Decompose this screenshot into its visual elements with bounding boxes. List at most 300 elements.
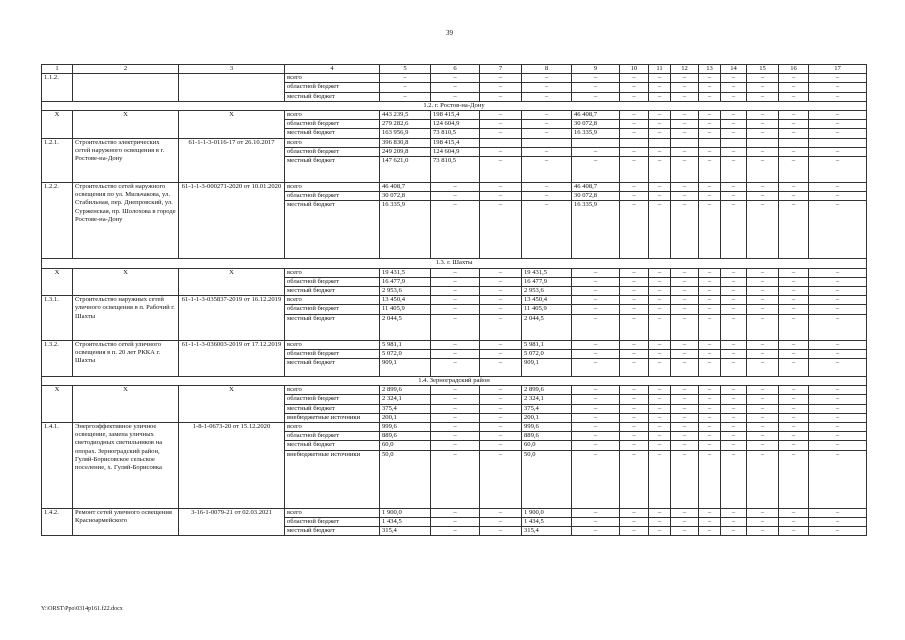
value-cell: – bbox=[809, 450, 867, 508]
value-cell: – bbox=[522, 120, 572, 129]
value-cell: – bbox=[671, 441, 699, 450]
value-cell: 5 981,1 bbox=[522, 340, 572, 349]
value-cell: – bbox=[480, 192, 522, 201]
value-cell: – bbox=[671, 517, 699, 526]
value-cell: – bbox=[649, 340, 671, 349]
value-cell: – bbox=[747, 432, 779, 441]
value-cell: – bbox=[699, 83, 721, 92]
value-cell: – bbox=[431, 287, 480, 296]
value-cell: – bbox=[779, 157, 809, 183]
col-number: 9 bbox=[572, 65, 620, 74]
value-cell: – bbox=[649, 386, 671, 395]
value-cell: – bbox=[671, 157, 699, 183]
row-name: Строительство сетей уличного освещения в п. 20 лет РККА г. Шахты bbox=[73, 340, 179, 376]
value-cell: – bbox=[649, 183, 671, 192]
value-cell: – bbox=[809, 340, 867, 349]
value-cell: – bbox=[721, 192, 747, 201]
value-cell: – bbox=[721, 83, 747, 92]
value-cell: – bbox=[620, 423, 649, 432]
table-row bbox=[42, 386, 867, 395]
value-cell: – bbox=[747, 83, 779, 92]
value-cell: 60,0 bbox=[522, 441, 572, 450]
value-cell: – bbox=[809, 157, 867, 183]
value-cell: – bbox=[572, 423, 620, 432]
value-cell: – bbox=[699, 527, 721, 536]
value-cell: – bbox=[522, 83, 572, 92]
value-cell: – bbox=[620, 386, 649, 395]
row-number: 1.2.1. bbox=[42, 138, 73, 182]
x-mark: X bbox=[42, 111, 73, 139]
value-cell: – bbox=[699, 349, 721, 358]
value-cell: – bbox=[671, 183, 699, 192]
value-cell: – bbox=[480, 517, 522, 526]
table-row bbox=[42, 508, 867, 517]
col-number: 16 bbox=[779, 65, 809, 74]
row-document: 61-1-1-3-035837-2019 от 16.12.2019 bbox=[179, 296, 285, 340]
value-cell: – bbox=[572, 413, 620, 422]
value-cell: – bbox=[721, 74, 747, 83]
row-number: 1.2.2. bbox=[42, 183, 73, 259]
value-cell bbox=[779, 138, 809, 147]
value-cell: 46 408,7 bbox=[572, 111, 620, 120]
section-title: 1.3. г. Шахты bbox=[42, 259, 867, 268]
value-cell: – bbox=[809, 287, 867, 296]
table-row bbox=[42, 268, 867, 277]
value-cell: 11 405,9 bbox=[522, 305, 572, 314]
value-cell: – bbox=[522, 157, 572, 183]
value-cell: – bbox=[747, 386, 779, 395]
budget-label: областной бюджет bbox=[285, 147, 380, 156]
value-cell: – bbox=[721, 277, 747, 286]
value-cell: – bbox=[649, 157, 671, 183]
value-cell: 147 621,0 bbox=[380, 157, 431, 183]
budget-label: местный бюджет bbox=[285, 287, 380, 296]
value-cell: – bbox=[809, 147, 867, 156]
value-cell: – bbox=[480, 359, 522, 377]
value-cell: 889,6 bbox=[380, 432, 431, 441]
value-cell: – bbox=[779, 296, 809, 305]
value-cell: – bbox=[431, 386, 480, 395]
value-cell: – bbox=[431, 314, 480, 340]
value-cell: – bbox=[809, 349, 867, 358]
value-cell: – bbox=[809, 517, 867, 526]
value-cell: – bbox=[809, 183, 867, 192]
budget-label: всего bbox=[285, 423, 380, 432]
value-cell: – bbox=[671, 508, 699, 517]
value-cell: 375,4 bbox=[522, 404, 572, 413]
col-number: 10 bbox=[620, 65, 649, 74]
value-cell: – bbox=[779, 147, 809, 156]
value-cell: – bbox=[747, 441, 779, 450]
value-cell: – bbox=[779, 287, 809, 296]
value-cell bbox=[809, 138, 867, 147]
value-cell: – bbox=[671, 349, 699, 358]
row-number: 1.3.1. bbox=[42, 296, 73, 340]
value-cell: – bbox=[620, 404, 649, 413]
value-cell: – bbox=[649, 359, 671, 377]
row-number: 1.3.2. bbox=[42, 340, 73, 376]
value-cell: 13 450,4 bbox=[522, 296, 572, 305]
value-cell: – bbox=[480, 305, 522, 314]
value-cell: – bbox=[431, 83, 480, 92]
value-cell: – bbox=[649, 129, 671, 138]
value-cell: – bbox=[721, 157, 747, 183]
value-cell: – bbox=[699, 508, 721, 517]
value-cell: 2 899,6 bbox=[522, 386, 572, 395]
x-mark: X bbox=[73, 111, 179, 139]
value-cell: – bbox=[480, 287, 522, 296]
value-cell: – bbox=[699, 111, 721, 120]
value-cell: – bbox=[809, 268, 867, 277]
budget-label: областной бюджет bbox=[285, 277, 380, 286]
value-cell: – bbox=[721, 296, 747, 305]
col-number: 3 bbox=[179, 65, 285, 74]
value-cell: – bbox=[699, 395, 721, 404]
row-name bbox=[73, 74, 179, 102]
value-cell: – bbox=[572, 287, 620, 296]
col-number: 17 bbox=[809, 65, 867, 74]
value-cell: – bbox=[480, 508, 522, 517]
value-cell: – bbox=[747, 296, 779, 305]
value-cell: – bbox=[779, 129, 809, 138]
budget-label: местный бюджет bbox=[285, 314, 380, 340]
value-cell: – bbox=[480, 404, 522, 413]
table-row bbox=[42, 296, 867, 305]
row-number: 1.4.1. bbox=[42, 423, 73, 509]
value-cell: – bbox=[480, 395, 522, 404]
budget-label: местный бюджет bbox=[285, 157, 380, 183]
value-cell: – bbox=[779, 450, 809, 508]
value-cell: – bbox=[809, 296, 867, 305]
col-number: 2 bbox=[73, 65, 179, 74]
budget-label: всего bbox=[285, 138, 380, 147]
value-cell: – bbox=[620, 413, 649, 422]
value-cell: – bbox=[649, 517, 671, 526]
section-title: 1.2. г. Ростов-на-Дону bbox=[42, 101, 867, 110]
value-cell: – bbox=[721, 287, 747, 296]
value-cell: – bbox=[431, 296, 480, 305]
value-cell: – bbox=[779, 120, 809, 129]
value-cell: – bbox=[809, 432, 867, 441]
value-cell: – bbox=[649, 404, 671, 413]
section-row bbox=[42, 101, 867, 110]
table-row bbox=[42, 423, 867, 432]
value-cell: – bbox=[779, 74, 809, 83]
value-cell: – bbox=[480, 129, 522, 138]
col-number: 13 bbox=[699, 65, 721, 74]
value-cell: – bbox=[480, 314, 522, 340]
value-cell: – bbox=[699, 340, 721, 349]
value-cell: – bbox=[721, 413, 747, 422]
value-cell: – bbox=[431, 201, 480, 259]
value-cell: – bbox=[620, 201, 649, 259]
value-cell: – bbox=[431, 404, 480, 413]
value-cell: – bbox=[809, 305, 867, 314]
value-cell bbox=[522, 138, 572, 147]
budget-label: всего bbox=[285, 74, 380, 83]
value-cell: – bbox=[809, 129, 867, 138]
budget-label: областной бюджет bbox=[285, 349, 380, 358]
value-cell: – bbox=[572, 157, 620, 183]
value-cell: – bbox=[649, 296, 671, 305]
value-cell: – bbox=[699, 277, 721, 286]
value-cell: – bbox=[699, 450, 721, 508]
value-cell: – bbox=[747, 450, 779, 508]
value-cell: – bbox=[699, 157, 721, 183]
value-cell: – bbox=[480, 92, 522, 101]
value-cell: – bbox=[480, 432, 522, 441]
value-cell: – bbox=[747, 423, 779, 432]
value-cell: – bbox=[431, 423, 480, 432]
value-cell: – bbox=[572, 314, 620, 340]
budget-label: всего bbox=[285, 111, 380, 120]
value-cell: – bbox=[572, 340, 620, 349]
value-cell: – bbox=[480, 74, 522, 83]
budget-label: областной бюджет bbox=[285, 120, 380, 129]
value-cell: – bbox=[431, 413, 480, 422]
value-cell: – bbox=[779, 527, 809, 536]
value-cell: – bbox=[747, 314, 779, 340]
value-cell: – bbox=[431, 74, 480, 83]
value-cell: – bbox=[431, 395, 480, 404]
value-cell: – bbox=[620, 432, 649, 441]
value-cell: 279 282,6 bbox=[380, 120, 431, 129]
value-cell: – bbox=[620, 395, 649, 404]
budget-label: всего bbox=[285, 268, 380, 277]
budget-label: областной бюджет bbox=[285, 192, 380, 201]
value-cell: – bbox=[699, 432, 721, 441]
col-number: 6 bbox=[431, 65, 480, 74]
value-cell: – bbox=[620, 527, 649, 536]
col-number: 15 bbox=[747, 65, 779, 74]
value-cell: – bbox=[721, 201, 747, 259]
value-cell: – bbox=[747, 92, 779, 101]
value-cell: 2 953,6 bbox=[522, 287, 572, 296]
value-cell: – bbox=[431, 349, 480, 358]
value-cell: – bbox=[699, 517, 721, 526]
value-cell: – bbox=[431, 517, 480, 526]
value-cell: – bbox=[721, 120, 747, 129]
value-cell: – bbox=[649, 349, 671, 358]
value-cell: 200,1 bbox=[380, 413, 431, 422]
value-cell: – bbox=[721, 314, 747, 340]
value-cell: – bbox=[671, 277, 699, 286]
x-mark: X bbox=[73, 268, 179, 296]
value-cell: – bbox=[809, 201, 867, 259]
value-cell: 2 324,1 bbox=[380, 395, 431, 404]
value-cell: – bbox=[747, 157, 779, 183]
value-cell: – bbox=[699, 404, 721, 413]
value-cell: – bbox=[747, 395, 779, 404]
value-cell: – bbox=[721, 111, 747, 120]
value-cell: – bbox=[699, 74, 721, 83]
table-row bbox=[42, 74, 867, 83]
value-cell bbox=[747, 138, 779, 147]
value-cell: 73 810,5 bbox=[431, 129, 480, 138]
value-cell: – bbox=[779, 92, 809, 101]
value-cell: – bbox=[572, 349, 620, 358]
value-cell: 443 239,5 bbox=[380, 111, 431, 120]
value-cell: 50,0 bbox=[380, 450, 431, 508]
value-cell: – bbox=[572, 359, 620, 377]
col-number: 11 bbox=[649, 65, 671, 74]
col-number: 7 bbox=[480, 65, 522, 74]
value-cell: – bbox=[699, 359, 721, 377]
value-cell: – bbox=[649, 147, 671, 156]
value-cell: – bbox=[671, 296, 699, 305]
value-cell: – bbox=[620, 92, 649, 101]
value-cell: 5 072,0 bbox=[522, 349, 572, 358]
value-cell: – bbox=[721, 183, 747, 192]
value-cell: – bbox=[572, 395, 620, 404]
row-document: 61-1-1-3-036003-2019 от 17.12.2019 bbox=[179, 340, 285, 376]
value-cell: – bbox=[649, 432, 671, 441]
value-cell: – bbox=[699, 183, 721, 192]
value-cell: – bbox=[747, 404, 779, 413]
value-cell: – bbox=[809, 395, 867, 404]
value-cell: – bbox=[779, 111, 809, 120]
x-mark: X bbox=[42, 386, 73, 423]
row-name: Строительство сетей наружного освещения по ул. Мильчакова, ул. Стабильная, пер. Днепровский, ул. Сурженская, пр. Шолохова в городе Ростове-на-Дону bbox=[73, 183, 179, 259]
value-cell: – bbox=[522, 147, 572, 156]
value-cell: 198 415,4 bbox=[431, 111, 480, 120]
value-cell: – bbox=[721, 508, 747, 517]
value-cell: – bbox=[779, 277, 809, 286]
value-cell: – bbox=[522, 183, 572, 192]
value-cell: 375,4 bbox=[380, 404, 431, 413]
value-cell: – bbox=[522, 192, 572, 201]
value-cell: – bbox=[380, 83, 431, 92]
value-cell: 1 900,0 bbox=[522, 508, 572, 517]
value-cell: – bbox=[572, 83, 620, 92]
value-cell: – bbox=[779, 314, 809, 340]
value-cell: – bbox=[572, 450, 620, 508]
value-cell: – bbox=[671, 111, 699, 120]
table-row bbox=[42, 340, 867, 349]
value-cell: – bbox=[747, 192, 779, 201]
value-cell: – bbox=[431, 450, 480, 508]
value-cell: – bbox=[779, 359, 809, 377]
value-cell: – bbox=[620, 441, 649, 450]
value-cell: – bbox=[779, 268, 809, 277]
value-cell: – bbox=[699, 305, 721, 314]
x-mark: X bbox=[179, 268, 285, 296]
value-cell: – bbox=[671, 120, 699, 129]
value-cell: – bbox=[671, 201, 699, 259]
value-cell: – bbox=[721, 349, 747, 358]
value-cell: – bbox=[747, 129, 779, 138]
value-cell: – bbox=[671, 305, 699, 314]
row-name: Строительство электрических сетей наружного освещения в г. Ростове-на-Дону bbox=[73, 138, 179, 182]
value-cell: – bbox=[480, 450, 522, 508]
value-cell: – bbox=[809, 277, 867, 286]
value-cell: – bbox=[572, 268, 620, 277]
value-cell: – bbox=[649, 305, 671, 314]
budget-label: областной бюджет bbox=[285, 517, 380, 526]
budget-label: областной бюджет bbox=[285, 305, 380, 314]
value-cell: – bbox=[721, 527, 747, 536]
budget-label: внебюджетные источники bbox=[285, 413, 380, 422]
value-cell: – bbox=[699, 423, 721, 432]
value-cell: – bbox=[809, 83, 867, 92]
value-cell: – bbox=[779, 340, 809, 349]
value-cell: – bbox=[671, 395, 699, 404]
value-cell: 46 408,7 bbox=[380, 183, 431, 192]
value-cell: – bbox=[431, 192, 480, 201]
value-cell: – bbox=[649, 413, 671, 422]
value-cell: – bbox=[671, 268, 699, 277]
row-name: Энергоэффективное уличное освещение, замена уличных светодиодных светильников на опорах. Зерноградский район, Гуляй-Борисовское сельское поселение, х. Гуляй-Борисовка bbox=[73, 423, 179, 509]
value-cell: – bbox=[620, 340, 649, 349]
value-cell: 5 981,1 bbox=[380, 340, 431, 349]
value-cell: – bbox=[779, 192, 809, 201]
value-cell: 315,4 bbox=[522, 527, 572, 536]
budget-label: всего bbox=[285, 340, 380, 349]
value-cell: – bbox=[809, 386, 867, 395]
value-cell: – bbox=[431, 432, 480, 441]
value-cell: – bbox=[480, 340, 522, 349]
value-cell bbox=[480, 138, 522, 147]
value-cell: 999,6 bbox=[522, 423, 572, 432]
value-cell bbox=[572, 138, 620, 147]
value-cell: – bbox=[721, 340, 747, 349]
value-cell: – bbox=[431, 340, 480, 349]
value-cell: – bbox=[779, 508, 809, 517]
value-cell: 124 604,9 bbox=[431, 120, 480, 129]
file-path: Y:\ORST\Ppo\0314p161.f22.docx bbox=[41, 606, 123, 612]
value-cell: – bbox=[431, 277, 480, 286]
value-cell: – bbox=[671, 413, 699, 422]
value-cell: – bbox=[431, 92, 480, 101]
value-cell: – bbox=[779, 441, 809, 450]
budget-label: всего bbox=[285, 386, 380, 395]
value-cell: – bbox=[480, 157, 522, 183]
value-cell: – bbox=[747, 201, 779, 259]
row-document: 61-1-1-3-000271-2020 от 10.01.2020 bbox=[179, 183, 285, 259]
value-cell: – bbox=[572, 441, 620, 450]
value-cell: 46 408,7 bbox=[572, 183, 620, 192]
value-cell: – bbox=[779, 83, 809, 92]
value-cell: 73 810,5 bbox=[431, 157, 480, 183]
value-cell: – bbox=[671, 340, 699, 349]
value-cell: – bbox=[522, 74, 572, 83]
value-cell: – bbox=[809, 423, 867, 432]
value-cell: – bbox=[671, 432, 699, 441]
value-cell: 16 477,9 bbox=[522, 277, 572, 286]
value-cell: – bbox=[649, 527, 671, 536]
value-cell bbox=[649, 138, 671, 147]
value-cell: – bbox=[620, 305, 649, 314]
x-mark: X bbox=[42, 268, 73, 296]
col-number: 4 bbox=[285, 65, 380, 74]
value-cell: – bbox=[809, 413, 867, 422]
value-cell: – bbox=[572, 147, 620, 156]
value-cell: – bbox=[649, 92, 671, 101]
value-cell: – bbox=[620, 277, 649, 286]
value-cell: 163 956,9 bbox=[380, 129, 431, 138]
value-cell: – bbox=[699, 147, 721, 156]
value-cell: – bbox=[649, 277, 671, 286]
value-cell: – bbox=[572, 386, 620, 395]
value-cell: 2 324,1 bbox=[522, 395, 572, 404]
value-cell: – bbox=[649, 111, 671, 120]
value-cell: 1 434,5 bbox=[380, 517, 431, 526]
value-cell: – bbox=[522, 201, 572, 259]
value-cell: – bbox=[620, 120, 649, 129]
value-cell bbox=[699, 138, 721, 147]
value-cell: – bbox=[480, 296, 522, 305]
value-cell: – bbox=[380, 92, 431, 101]
